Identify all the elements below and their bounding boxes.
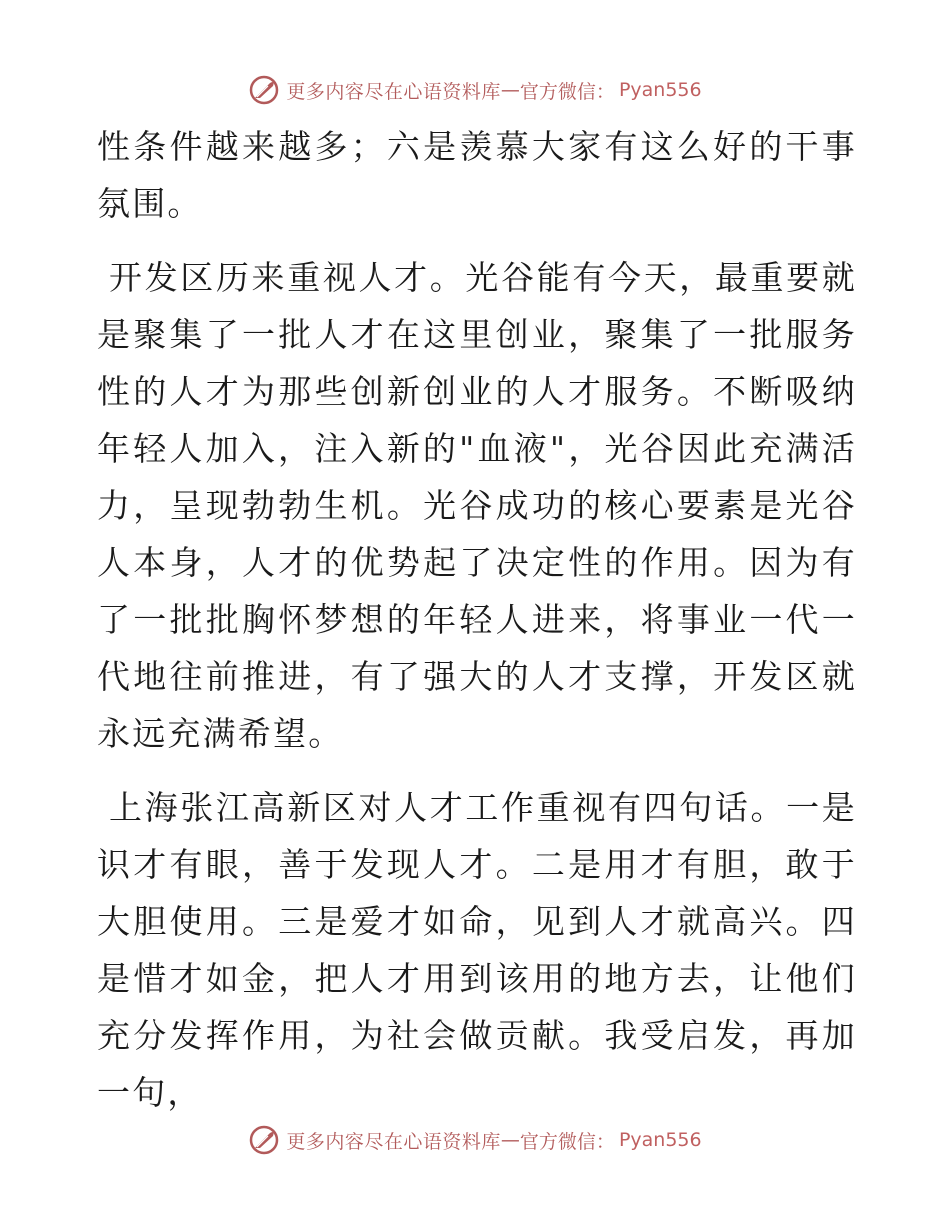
paragraph-3: 上海张江高新区对人才工作重视有四句话。一是识才有眼，善于发现人才。二是用才有胆，敢于大胆使用。三是爱才如命，见到人才就高兴。四是惜才如金，把人才用到该用的地方去，让他们充分发挥作用，为社会做贡献。我受启发，再加一句， xyxy=(97,788,857,1112)
footer-watermark xyxy=(0,1120,950,1160)
document-body xyxy=(97,118,857,1121)
watermark-label: 官方微信： xyxy=(519,80,615,103)
watermark-dash: — xyxy=(500,1129,520,1151)
watermark-site-text: 更多内容尽在心语资料库 xyxy=(286,1130,501,1153)
quill-logo-icon xyxy=(248,1124,280,1156)
quill-logo-icon xyxy=(248,74,280,106)
header-watermark xyxy=(0,70,950,110)
watermark-dash: — xyxy=(500,79,520,101)
paragraph-1: 性条件越来越多；六是羡慕大家有这么好的干事氛围。 xyxy=(97,127,857,223)
watermark-label: 官方微信： xyxy=(519,1130,615,1153)
paragraph-2: 开发区历来重视人才。光谷能有今天，最重要就是聚集了一批人才在这里创业，聚集了一批服务性的人才为那些创新创业的人才服务。不断吸纳年轻人加入，注入新的"血液"，光谷因此充满活力，呈现勃勃生机。光谷成功的核心要素是光谷人本身，人才的优势起了决定性的作用。因为有了一批批胸怀梦想的年轻人进来，将事业一代一代地往前推进，有了强大的人才支撑，开发区就永远充满希望。 xyxy=(97,258,857,753)
watermark-site-text: 更多内容尽在心语资料库 xyxy=(286,80,501,103)
watermark-wechat-id: Pyan556 xyxy=(618,79,702,101)
watermark-wechat-id: Pyan556 xyxy=(618,1129,702,1151)
